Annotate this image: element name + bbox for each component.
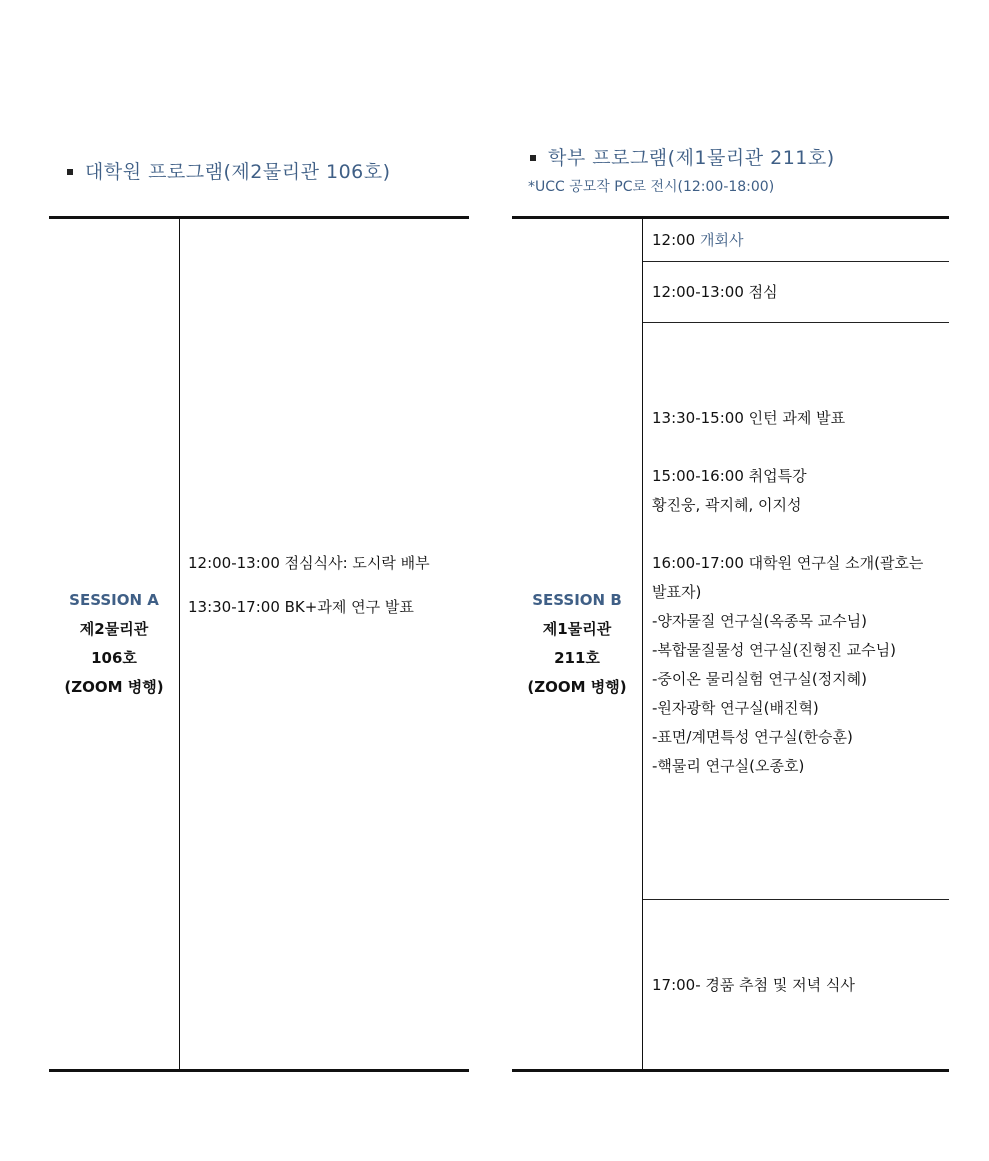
lab-item: -양자물질 연구실(옥종목 교수님) <box>652 612 868 630</box>
lab-item: -표면/계면특성 연구실(한승훈) <box>652 728 853 746</box>
undergraduate-heading-text: 학부 프로그램(제1물리관 211호) <box>548 147 835 169</box>
schedule-item-research-presentation: 13:30-17:00 BK+과제 연구 발표 <box>188 598 414 616</box>
career-speakers: 황진웅, 곽지혜, 이지성 <box>652 496 802 514</box>
lab-item: -중이온 물리실험 연구실(정지혜) <box>652 670 868 688</box>
session-building: 제1물리관 <box>542 620 612 638</box>
square-bullet-icon <box>67 169 73 175</box>
lab-item: -핵물리 연구실(오종호) <box>652 757 805 775</box>
undergraduate-schedule-table <box>512 216 949 1072</box>
session-name: SESSION A <box>69 591 159 609</box>
lab-item: -원자광학 연구실(배진혁) <box>652 699 819 717</box>
session-zoom-note: (ZOOM 병행) <box>527 678 627 696</box>
graduate-schedule-table <box>49 216 469 1072</box>
undergraduate-program-heading <box>530 143 835 170</box>
intern-presentation: 13:30-15:00 인턴 과제 발표 <box>652 409 846 427</box>
session-room: 106호 <box>91 649 137 667</box>
session-room: 211호 <box>554 649 600 667</box>
session-b-cell <box>512 219 643 1069</box>
graduate-heading-text: 대학원 프로그램(제2물리관 106호) <box>85 161 391 183</box>
session-building: 제2물리관 <box>79 620 149 638</box>
schedule-item-lunch: 12:00-13:00 점심식사: 도시락 배부 <box>188 554 430 572</box>
square-bullet-icon <box>530 155 536 161</box>
undergraduate-schedule-cell <box>643 219 949 1069</box>
lunch-text: 12:00-13:00 점심 <box>652 283 778 301</box>
closing-text: 17:00- 경품 추첨 및 저녁 식사 <box>652 976 855 994</box>
graduate-program-heading <box>67 157 391 184</box>
schedule-row-closing <box>643 900 949 1072</box>
graduate-schedule-cell <box>180 219 469 1069</box>
labs-intro: 16:00-17:00 대학원 연구실 소개(괄호는 발표자) <box>652 554 924 601</box>
career-lecture: 15:00-16:00 취업특강 <box>652 467 807 485</box>
schedule-row-lunch <box>643 262 949 323</box>
session-zoom-note: (ZOOM 병행) <box>64 678 164 696</box>
lab-item: -복합물질물성 연구실(진형진 교수님) <box>652 641 897 659</box>
schedule-row-opening <box>643 219 949 262</box>
ucc-exhibit-note: *UCC 공모작 PC로 전시(12:00-18:00) <box>528 179 775 195</box>
session-a-cell <box>49 219 180 1069</box>
schedule-row-afternoon <box>643 323 949 900</box>
opening-time: 12:00 <box>652 231 696 249</box>
opening-label: 개회사 <box>700 231 744 249</box>
session-name: SESSION B <box>532 591 622 609</box>
